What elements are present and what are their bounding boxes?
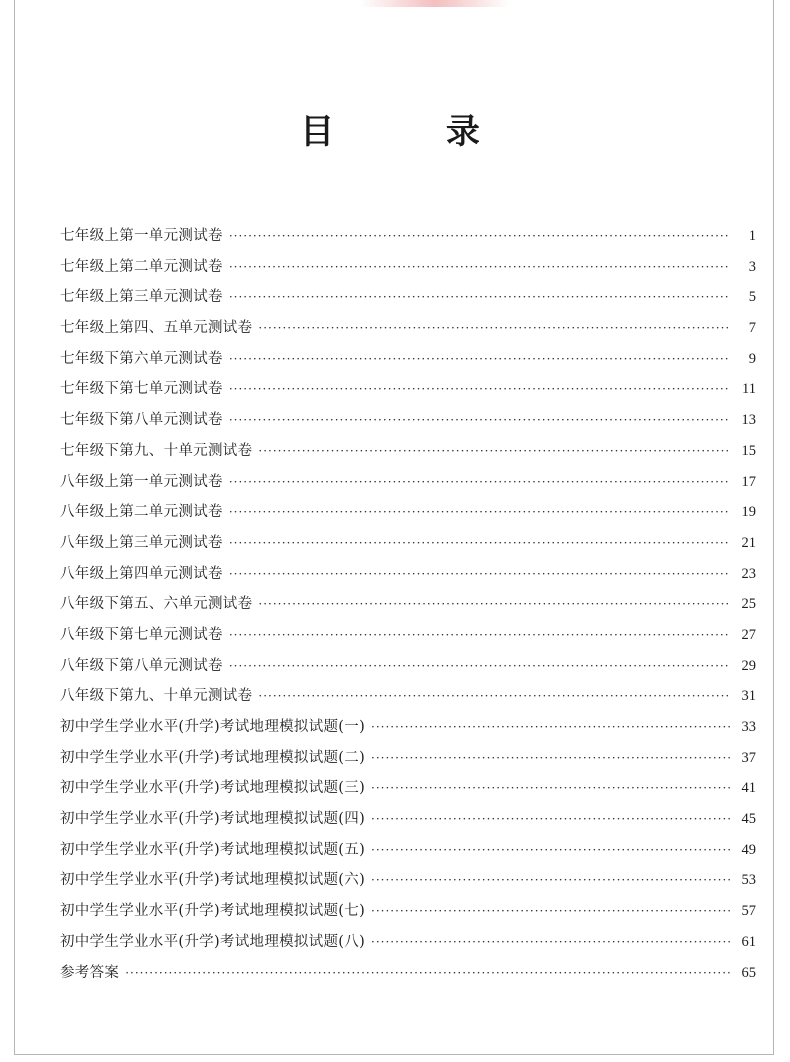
toc-entry [60,715,756,746]
toc-entry-title: 七年级上第一单元测试卷 [60,228,223,244]
dot-leader [371,935,730,949]
toc-entry-page-number: 19 [741,504,756,521]
toc-entry-title: 七年级下第八单元测试卷 [60,412,223,429]
dot-leader [229,229,730,243]
toc-entry-page-number: 65 [741,964,756,981]
toc-entry [60,776,756,807]
toc-entry [60,347,756,378]
toc-entry-title: 七年级上第三单元测试卷 [60,289,223,306]
dot-leader [229,413,730,427]
toc-entry-title: 初中学生学业水平(升学)考试地理模拟试题(八) [60,933,366,950]
toc-entry [60,654,756,685]
toc-entry [60,899,756,930]
toc-entry-page-number: 1 [748,228,756,244]
dot-leader [258,689,730,703]
toc-entry-title: 初中学生学业水平(升学)考试地理模拟试题(五) [60,841,366,858]
dot-leader [371,873,730,887]
toc-entry-title: 初中学生学业水平(升学)考试地理模拟试题(七) [60,903,366,920]
toc-entry-page-number: 31 [741,688,756,705]
toc-entry-page-number: 7 [748,320,756,337]
toc-entry [60,285,756,316]
toc-entry-title: 初中学生学业水平(升学)考试地理模拟试题(六) [60,872,366,889]
toc-entry-page-number: 33 [741,719,756,735]
page-title: 目 录 [300,112,530,152]
toc-entry-title: 八年级下第八单元测试卷 [60,657,223,674]
toc-entry [60,961,756,992]
toc-entry-title: 八年级下第九、十单元测试卷 [60,688,253,705]
dot-leader [371,720,730,734]
dot-leader [229,628,730,642]
dot-leader [371,843,730,857]
toc-entry [60,807,756,838]
toc-entry [60,592,756,623]
toc-entry-title: 八年级上第四单元测试卷 [60,565,223,582]
dot-leader [229,567,730,581]
toc-entry-title: 八年级上第一单元测试卷 [60,473,223,490]
toc-entry [60,470,756,501]
dot-leader [229,475,730,489]
toc-entry-page-number: 57 [741,903,756,920]
toc-entry [60,746,756,777]
toc-entry-title: 八年级下第五、六单元测试卷 [60,596,253,613]
toc-entry-page-number: 13 [741,412,756,429]
toc-entry-page-number: 41 [741,780,756,797]
toc-entry-title: 初中学生学业水平(升学)考试地理模拟试题(三) [60,780,366,797]
toc-entry [60,377,756,408]
dot-leader [125,966,730,980]
toc-entry [60,930,756,961]
dot-leader [229,352,730,366]
toc-entry-title: 七年级上第二单元测试卷 [60,258,223,275]
toc-entry-title: 初中学生学业水平(升学)考试地理模拟试题(四) [60,811,366,828]
toc-entry [60,562,756,593]
toc-entry [60,500,756,531]
toc-entry-page-number: 49 [741,841,756,858]
dot-leader [371,812,730,826]
toc-entry [60,408,756,439]
table-of-contents [60,224,756,991]
toc-entry-title: 七年级下第七单元测试卷 [60,381,223,398]
toc-entry-page-number: 23 [741,565,756,582]
dot-leader [229,382,730,396]
toc-entry-title: 七年级上第四、五单元测试卷 [60,320,253,337]
toc-entry-page-number: 37 [741,749,756,766]
toc-entry-page-number: 11 [742,381,756,398]
toc-entry-page-number: 17 [741,473,756,490]
toc-entry-page-number: 3 [748,258,756,275]
toc-entry-title: 七年级下第六单元测试卷 [60,350,223,367]
toc-entry [60,531,756,562]
toc-entry-page-number: 9 [748,350,756,367]
toc-entry-title: 初中学生学业水平(升学)考试地理模拟试题(一) [60,719,366,735]
toc-entry [60,684,756,715]
print-mark [360,0,510,7]
toc-entry [60,439,756,470]
toc-entry-page-number: 27 [741,626,756,643]
toc-entry [60,316,756,347]
toc-entry-title: 八年级上第三单元测试卷 [60,534,223,551]
toc-entry [60,224,756,255]
dot-leader [371,751,730,765]
dot-leader [258,321,730,335]
toc-entry-page-number: 61 [741,933,756,950]
dot-leader [371,781,730,795]
toc-entry-title: 初中学生学业水平(升学)考试地理模拟试题(二) [60,749,366,766]
toc-entry-title: 七年级下第九、十单元测试卷 [60,442,253,459]
dot-leader [229,536,730,550]
toc-entry-page-number: 5 [748,289,756,306]
toc-entry-title: 八年级上第二单元测试卷 [60,504,223,521]
toc-entry-page-number: 53 [741,872,756,889]
dot-leader [258,597,730,611]
toc-entry [60,623,756,654]
toc-entry-title: 八年级下第七单元测试卷 [60,626,223,643]
dot-leader [258,444,730,458]
toc-entry-page-number: 15 [741,442,756,459]
toc-entry-page-number: 29 [741,657,756,674]
toc-entry [60,838,756,869]
toc-entry [60,868,756,899]
toc-entry-page-number: 45 [741,811,756,828]
dot-leader [229,290,730,304]
dot-leader [229,505,730,519]
toc-entry-title: 参考答案 [60,964,120,981]
toc-entry [60,255,756,286]
dot-leader [229,260,730,274]
dot-leader [229,659,730,673]
dot-leader [371,904,730,918]
toc-entry-page-number: 21 [741,534,756,551]
toc-entry-page-number: 25 [741,596,756,613]
